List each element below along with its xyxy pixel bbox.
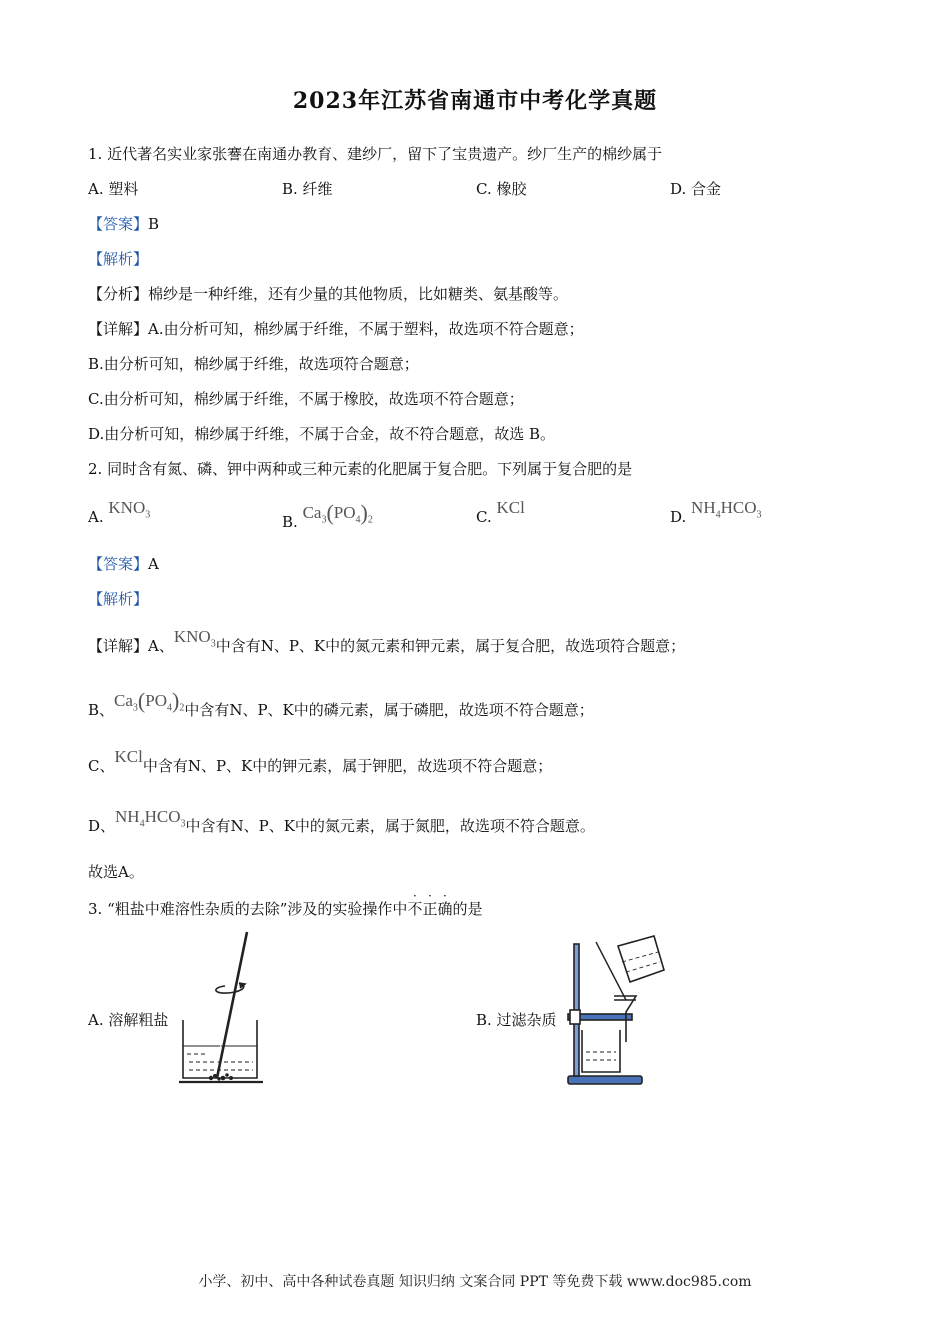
q3-stem: 3. “粗盐中难溶性杂质的去除”涉及的实验操作中 · 不 · 正 · 确的是: [88, 889, 483, 918]
formula-ca3po42: $Ca_3(PO_4)_2$: [114, 688, 185, 714]
answer-tag: 【答案】: [88, 215, 149, 233]
q1-xiangjie: [88, 318, 584, 339]
q2-detail-a: 【详解】A、$KNO_3$中含有N、P、K中的氮元素和钾元素，属于复合肥，故选项符合题意；: [88, 627, 686, 655]
q2-option-d: [670, 498, 762, 529]
fenxi-text: 棉纱是一种纤维，还有少量的其他物质，比如糖类、氨基酸等。: [148, 285, 569, 303]
formula-kno3: $KNO_3$: [108, 498, 151, 521]
formula-nh4hco3: $NH_4HCO_3$: [691, 498, 762, 521]
q3-option-a: A. 溶解粗盐: [88, 1011, 169, 1029]
answer-tag: 【答案】: [88, 555, 149, 573]
formula-kcl: KCl: [496, 498, 525, 517]
q1-option-a: A. 塑料: [88, 180, 139, 198]
formula-kcl: KCl: [114, 747, 143, 766]
q2-answer: [88, 553, 159, 574]
q1-option-d: D. 合金: [670, 180, 722, 198]
page-title: 2023年江苏省南通市中考化学真题: [292, 88, 658, 114]
q1-option-b: B. 纤维: [282, 180, 333, 198]
q1-stem: 1. 近代著名实业家张謇在南通办教育、建纱厂，留下了宝贵遗产。纱厂生产的棉纱属于: [88, 145, 663, 163]
q1-line-c: C.由分析可知，棉纱属于纤维，不属于橡胶，故选项不符合题意；: [88, 390, 524, 408]
q2-conclusion: 故选A。: [88, 863, 144, 881]
q1-answer: [88, 213, 159, 234]
q2-detail-b: B、$Ca_3(PO_4)_2$中含有N、P、K中的磷元素，属于磷肥，故选项不符合题意；: [88, 688, 594, 719]
answer-value: B: [148, 215, 160, 233]
q2-option-c: [476, 498, 525, 527]
option-letter: D.: [670, 508, 687, 526]
q2-analysis-tag: 【解析】: [88, 590, 149, 608]
q1-fenxi: [88, 283, 568, 304]
q1-line-b: B.由分析可知，棉纱属于纤维，故选项符合题意；: [88, 355, 419, 373]
formula-ca3po42: $Ca_3(PO_4)_2$: [302, 500, 373, 526]
emphasis-char: · 正: [422, 889, 438, 918]
option-letter: B.: [282, 513, 298, 531]
dissolving-beaker-figure: [175, 928, 265, 1088]
formula-kno3: $KNO_3$: [173, 627, 216, 650]
filtration-apparatus-figure: [560, 930, 670, 1090]
q1-option-c: C. 橡胶: [476, 180, 527, 198]
emphasis-char: · 不: [407, 889, 423, 918]
footer: 小学、初中、高中各种试卷真题 知识归纳 文案合同 PPT 等免费下载 www.doc985.com: [198, 1274, 752, 1290]
emphasis-char: · 确: [437, 889, 453, 918]
q2-option-b: [282, 500, 373, 534]
q2-detail-c: C、KCl中含有N、P、K中的钾元素，属于钾肥，故选项不符合题意；: [88, 747, 553, 775]
fenxi-tag: 【分析】: [88, 285, 149, 303]
formula-nh4hco3: $NH_4HCO_3$: [115, 807, 186, 830]
option-letter: A.: [88, 508, 104, 526]
q2-stem: 2. 同时含有氮、磷、钾中两种或三种元素的化肥属于复合肥。下列属于复合肥的是: [88, 460, 633, 478]
q1-line-d: D.由分析可知，棉纱属于纤维，不属于合金，故不符合题意，故选 B。: [88, 425, 556, 443]
q2-detail-d: D、$NH_4HCO_3$中含有N、P、K中的氮元素，属于氮肥，故选项不符合题意。: [88, 807, 595, 835]
xiangjie-a: A.由分析可知，棉纱属于纤维，不属于塑料，故选项不符合题意；: [148, 320, 584, 338]
q1-analysis-tag: 【解析】: [88, 250, 149, 268]
xiangjie-tag: 【详解】: [88, 320, 149, 338]
q2-option-a: [88, 498, 151, 529]
answer-value: A: [148, 555, 159, 573]
q3-option-b: B. 过滤杂质: [476, 1011, 557, 1029]
option-letter: C.: [476, 508, 492, 526]
